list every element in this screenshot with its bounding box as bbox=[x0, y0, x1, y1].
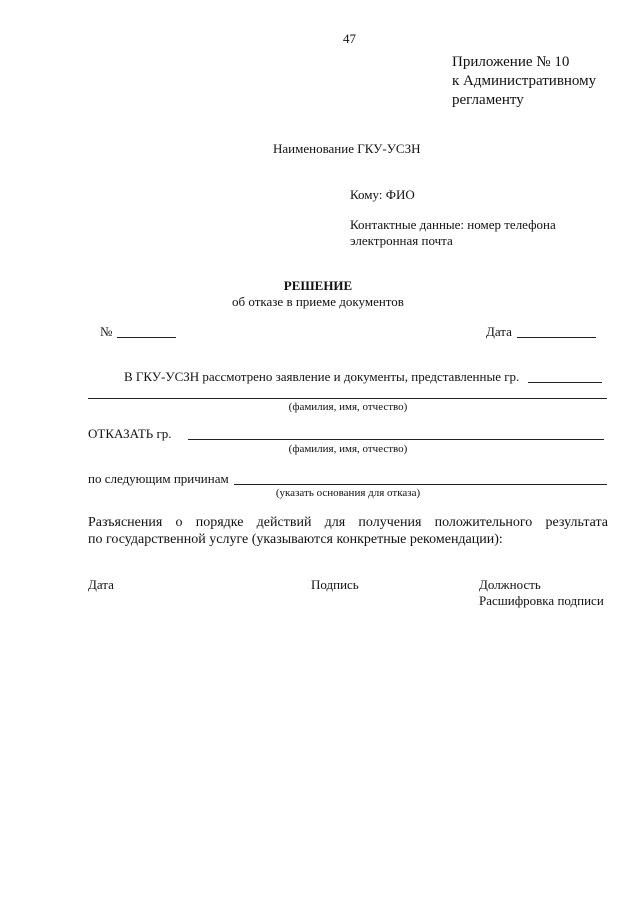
document-title: РЕШЕНИЕ bbox=[283, 278, 353, 293]
date-label: Дата bbox=[486, 324, 512, 339]
footer-decryption: Расшифровка подписи bbox=[479, 593, 604, 608]
date-field[interactable] bbox=[517, 337, 596, 338]
contacts-line-1: Контактные данные: номер телефона bbox=[350, 217, 556, 232]
appendix-line-3: регламенту bbox=[452, 92, 524, 108]
hint-fio-2: (фамилия, имя, отчество) bbox=[288, 443, 408, 455]
hint-reasons: (указать основания для отказа) bbox=[275, 487, 421, 499]
appendix-line-2: к Административному bbox=[452, 73, 597, 89]
explanation-line-2: по государственной услуге (указываются конкретные рекомендации): bbox=[88, 532, 503, 547]
footer-date: Дата bbox=[88, 577, 114, 592]
org-name: Наименование ГКУ-УСЗН bbox=[273, 141, 421, 156]
refuse-label: ОТКАЗАТЬ гр. bbox=[88, 426, 172, 441]
footer-signature: Подпись bbox=[311, 577, 359, 592]
review-text: В ГКУ-УСЗН рассмотрено заявление и документы, представленные гр. bbox=[124, 369, 520, 384]
page-number: 47 bbox=[343, 31, 356, 46]
document-subtitle: об отказе в приеме документов bbox=[232, 294, 404, 309]
recipient: Кому: ФИО bbox=[350, 187, 415, 202]
applicant-short-field[interactable] bbox=[528, 382, 602, 383]
reasons-field[interactable] bbox=[234, 484, 607, 485]
contacts-line-2: электронная почта bbox=[350, 233, 453, 248]
reasons-label: по следующим причинам bbox=[88, 471, 229, 486]
number-label: № bbox=[100, 324, 113, 339]
applicant-fio-field[interactable] bbox=[88, 398, 607, 399]
refused-fio-field[interactable] bbox=[188, 439, 604, 440]
explanation-line-1: Разъяснения о порядке действий для получения положительного результата bbox=[88, 515, 608, 530]
number-field[interactable] bbox=[117, 337, 176, 338]
footer-position: Должность bbox=[479, 577, 541, 592]
hint-fio: (фамилия, имя, отчество) bbox=[288, 401, 408, 413]
appendix-line-1: Приложение № 10 bbox=[452, 54, 570, 70]
